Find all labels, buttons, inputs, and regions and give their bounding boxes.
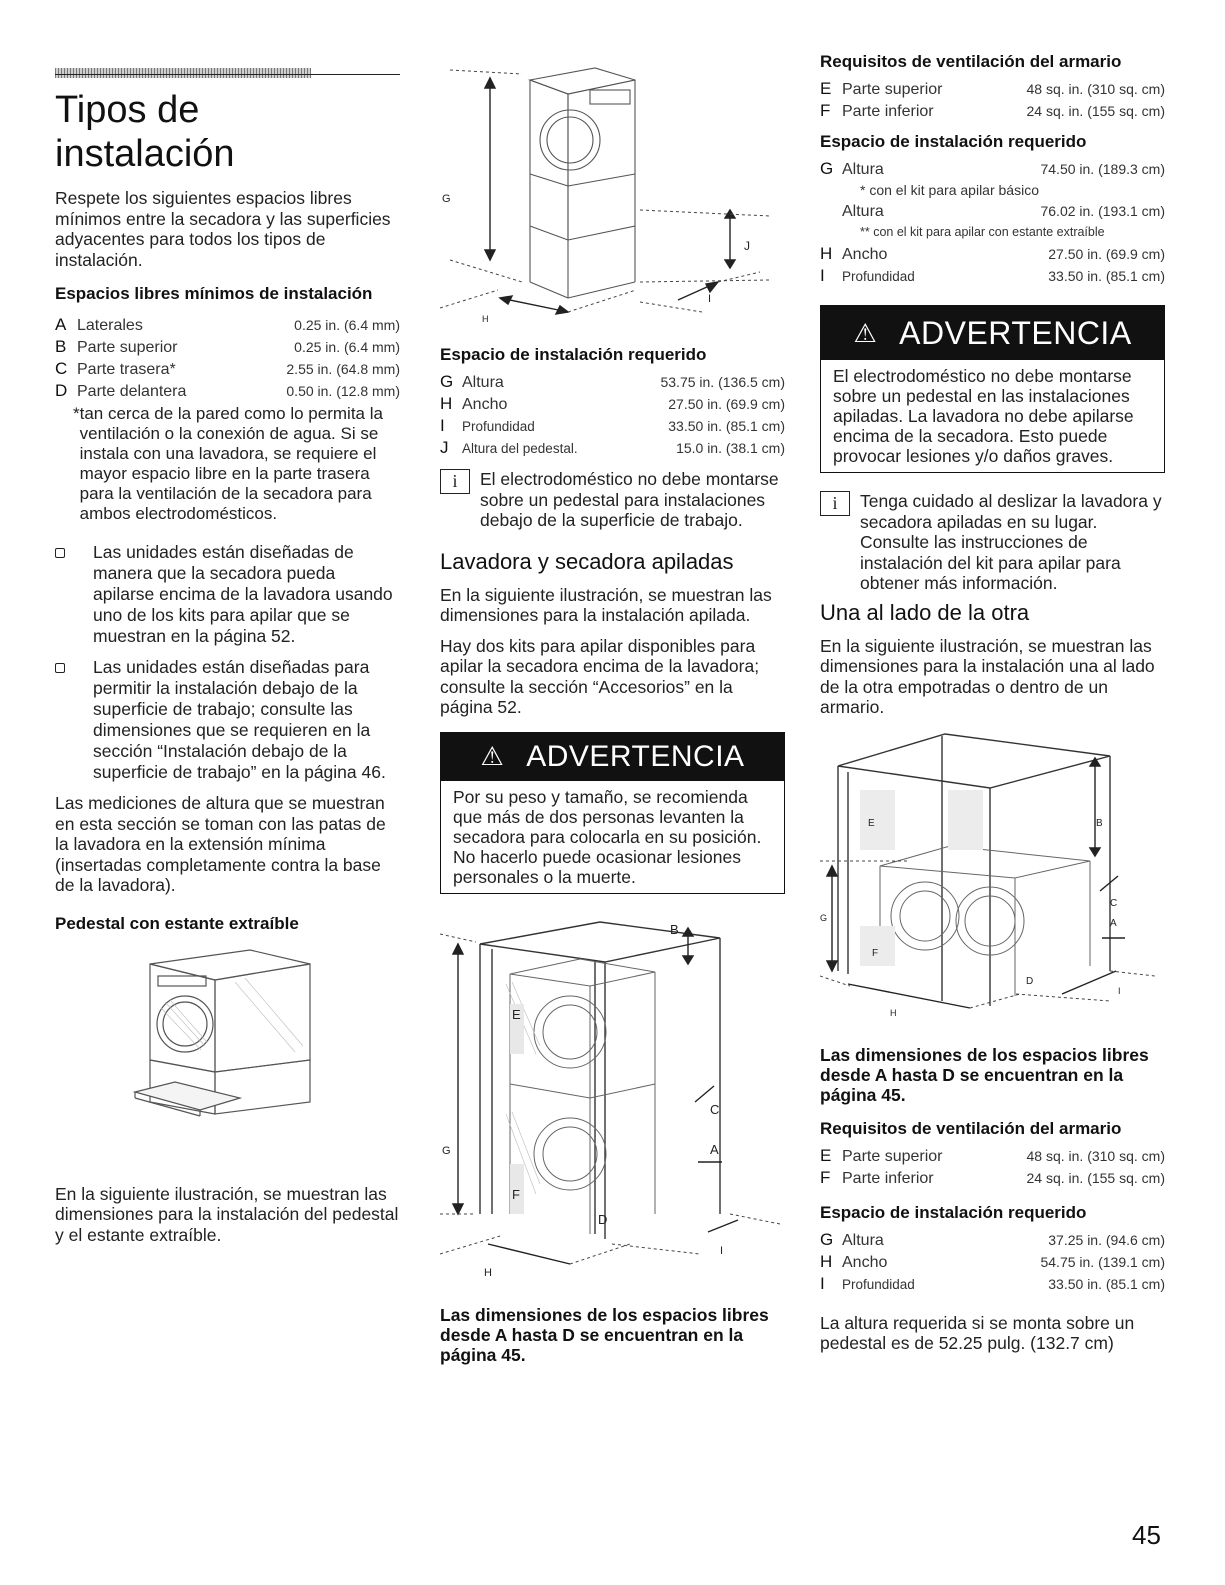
warning-text: El electrodoméstico no debe montarse sobre un pedestal en las instalaciones apiladas. La lavadora no debe apilarse encima de la secadora. Esto puede provocar lesiones y/o daños graves. <box>833 366 1134 466</box>
clearance-heading: Espacios libres mínimos de instalación <box>55 284 373 303</box>
stacked-dimension-diagram <box>440 914 785 1294</box>
section-header-rule <box>55 68 400 80</box>
page-title <box>55 88 400 176</box>
pedestal-caption: En la siguiente ilustración, se muestran las dimensiones para la instalación del pedestal y el estante extraíble. <box>55 1183 399 1245</box>
page-title-line1: Tipos de <box>55 89 200 131</box>
stack-label-d: D <box>598 1211 608 1227</box>
space-heading-stacked: Espacio de instalación requerido <box>820 132 1087 151</box>
info-note-pedestal: i El electrodoméstico no debe montarse sobre un pedestal para instalaciones debajo de la superficie de trabajo. <box>440 469 785 531</box>
stacked-caption: Las dimensiones de los espacios libres desde A hasta D se encuentran en la página 45. <box>440 1304 769 1365</box>
vent2-row-e: E Parte superior 48 sq. in. (310 sq. cm) <box>820 1145 1165 1165</box>
dim-label-h: H <box>482 314 489 324</box>
stack-label-a: A <box>710 1141 719 1157</box>
clearance-footnote: * tan cerca de la pared como lo permita la ventilación o la conexión de agua. Si se instala con una lavadora, se requiere el mayor espacio libre en la parte trasera para la ventilación de la secadora para ambos electrodomésticos. <box>73 404 383 523</box>
vent2-row-f: F Parte inferior 24 sq. in. (155 sq. cm) <box>820 1167 1165 1187</box>
stack-label-e: E <box>512 1006 521 1022</box>
clearance-row-a: A Laterales 0.25 in. (6.4 mm) <box>55 315 400 334</box>
header-rule-line <box>55 74 400 75</box>
stacked-paragraph-1: En la siguiente ilustración, se muestran las dimensiones para la instalación apilada. <box>440 584 772 625</box>
page-number: 45 <box>1132 1520 1161 1550</box>
space-row-i: I Profundidad 33.50 in. (85.1 cm) <box>440 416 785 435</box>
space2-row-g: G Altura 37.25 in. (94.6 cm) <box>820 1229 1165 1249</box>
side-label-c: C <box>1110 897 1118 909</box>
space-row-j: J Altura del pedestal. 15.0 in. (38.1 cm) <box>440 438 785 457</box>
space-row-h: H Ancho 27.50 in. (69.9 cm) <box>440 394 785 413</box>
space-row-g2: Altura 76.02 in. (193.1 cm) <box>842 203 1165 220</box>
side-label-g: G <box>820 912 828 923</box>
side-label-b: B <box>1096 817 1103 829</box>
clearance-list <box>55 314 400 402</box>
stacked-paragraph-2: Hay dos kits para apilar disponibles para apilar la secadora encima de la lavadora; consulte la sección “Accesorios” en la página 52. <box>440 635 760 717</box>
pedestal-height-note: La altura requerida si se monta sobre un pedestal es de 52.25 pulg. (132.7 cm) <box>820 1312 1135 1353</box>
space-row-h: H Ancho 27.50 in. (69.9 cm) <box>820 244 1165 263</box>
intro-paragraph: Respete los siguientes espacios libres mínimos entre la secadora y las superficies adyacentes para todos los tipos de instalación. <box>55 188 391 270</box>
vent-row-e: E Parte superior 48 sq. in. (310 sq. cm) <box>820 79 1165 98</box>
warning-title-bar <box>821 306 1164 360</box>
space-list <box>440 371 785 459</box>
bullet-stacking: Las unidades están diseñadas de manera que la secadora pueda apilarse encima de la lavadora usando uno de los kits para apilar que se muestran en la página 52. <box>55 542 400 647</box>
height-note-paragraph: Las mediciones de altura que se muestran en esta sección se toman con las patas de la lavadora en la extensión mínima (insertadas completamente contra la base de la lavadora). <box>55 793 386 895</box>
warning-box-lifting <box>440 732 785 894</box>
pedestal-drawer-illustration <box>55 942 400 1177</box>
side-heading: Una al lado de la otra <box>820 599 1030 625</box>
side-by-side-dimension-diagram <box>820 726 1165 1026</box>
space-note-g1: * con el kit para apilar básico <box>860 182 1039 198</box>
right-column <box>820 52 1165 1354</box>
stack-label-h: H <box>484 1266 492 1279</box>
header-hatch-bar <box>55 68 311 78</box>
dim-label-i: I <box>708 293 712 305</box>
checkbox-bullet-icon <box>55 657 93 783</box>
clearance-row-d: D Parte delantera 0.50 in. (12.8 mm) <box>55 381 400 400</box>
pedestal-heading: Pedestal con estante extraíble <box>55 913 299 933</box>
left-column <box>55 68 400 1245</box>
warning-title: ADVERTENCIA <box>526 739 745 773</box>
stack-label-c: C <box>710 1101 720 1117</box>
warning-triangle-icon: ⚠ <box>853 317 878 348</box>
side-label-h: H <box>890 1007 897 1018</box>
info-icon: i <box>820 491 850 516</box>
info-note-sliding: i Tenga cuidado al deslizar la lavadora y secadora apiladas en su lugar. Consulte las instrucciones de instalación del kit para apilar para obtener más información. <box>820 491 1165 594</box>
side-label-f: F <box>872 947 879 959</box>
dim-label-g: G <box>442 193 451 205</box>
side-label-i: I <box>1118 985 1121 996</box>
vent-heading: Requisitos de ventilación del armario <box>820 52 1122 71</box>
vent-row-f: F Parte inferior 24 sq. in. (155 sq. cm) <box>820 101 1165 120</box>
page-title-line2: instalación <box>55 133 235 175</box>
middle-column <box>440 50 785 1365</box>
vent2-heading: Requisitos de ventilación del armario <box>820 1118 1122 1138</box>
clearance-row-c: C Parte trasera* 2.55 in. (64.8 mm) <box>55 359 400 378</box>
space-note-g2: ** con el kit para apilar con estante extraíble <box>860 225 1105 239</box>
side-label-a: A <box>1110 917 1117 929</box>
stack-label-i: I <box>720 1244 724 1257</box>
space-row-g1: G Altura 74.50 in. (189.3 cm) <box>820 159 1165 178</box>
space2-row-i: I Profundidad 33.50 in. (85.1 cm) <box>820 1273 1165 1293</box>
stack-label-g: G <box>442 1144 451 1157</box>
warning-title-bar <box>441 733 784 781</box>
side-paragraph: En la siguiente ilustración, se muestran las dimensiones para la instalación una al lado de la otra empotradas o dentro de un armario. <box>820 635 1155 717</box>
bullet-undercounter: Las unidades están diseñadas para permitir la instalación debajo de la superficie de trabajo; consulte las dimensiones que se requieren en la sección “Instalación debajo de la superficie de trabajo” en la página 46. <box>55 657 400 783</box>
side-label-e: E <box>868 817 875 829</box>
space-row-i: I Profundidad 33.50 in. (85.1 cm) <box>820 266 1165 285</box>
clearance-row-b: B Parte superior 0.25 in. (6.4 mm) <box>55 337 400 356</box>
warning-box-stacking <box>820 305 1165 473</box>
warning-title: ADVERTENCIA <box>899 314 1132 351</box>
space2-heading: Espacio de instalación requerido <box>820 1202 1087 1222</box>
space2-row-h: H Ancho 54.75 in. (139.1 cm) <box>820 1251 1165 1271</box>
stack-label-b: B <box>670 921 679 937</box>
stacked-heading: Lavadora y secadora apiladas <box>440 548 734 574</box>
info-icon: i <box>440 469 470 494</box>
warning-triangle-icon: ⚠ <box>480 741 505 771</box>
pedestal-dimension-diagram <box>440 50 785 340</box>
dim-label-j: J <box>744 239 750 253</box>
space-heading: Espacio de instalación requerido <box>440 345 707 364</box>
space-row-g: G Altura 53.75 in. (136.5 cm) <box>440 372 785 391</box>
stack-label-f: F <box>512 1186 520 1202</box>
side-label-d: D <box>1026 975 1034 987</box>
checkbox-bullet-icon <box>55 542 93 647</box>
warning-text: Por su peso y tamaño, se recomienda que más de dos personas levanten la secadora para colocarla en su posición. No hacerlo puede ocasionar lesiones personales o la muerte. <box>453 786 762 887</box>
side-caption: Las dimensiones de los espacios libres desde A hasta D se encuentran en la página 45. <box>820 1044 1149 1105</box>
